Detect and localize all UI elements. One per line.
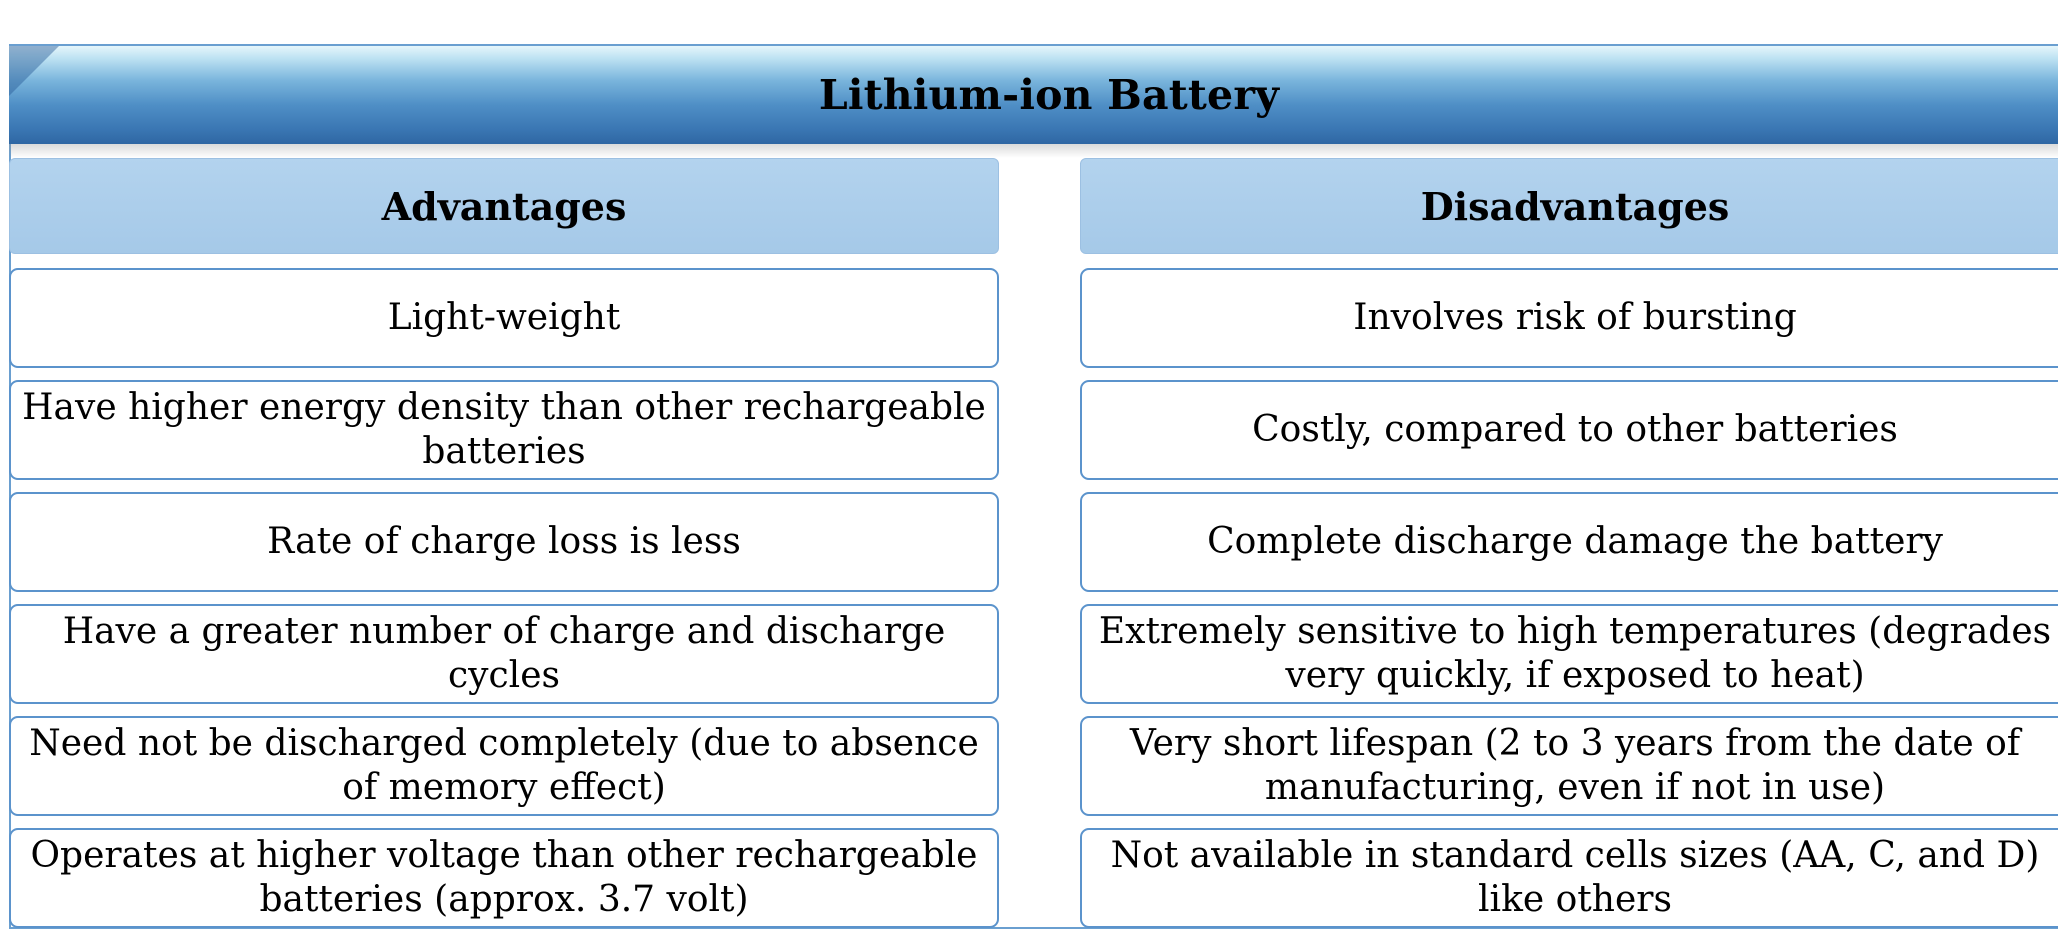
advantage-item: Rate of charge loss is less (9, 492, 999, 592)
advantage-item: Light-weight (9, 268, 999, 368)
disadvantage-item: Involves risk of bursting (1080, 268, 2058, 368)
disadvantages-header: Disadvantages (1080, 158, 2058, 254)
page-title: Lithium-ion Battery (818, 71, 1280, 119)
advantage-item: Need not be discharged completely (due to absence of memory effect) (9, 716, 999, 816)
advantages-header: Advantages (9, 158, 999, 254)
advantage-item: Have a greater number of charge and discharge cycles (9, 604, 999, 704)
disadvantages-column (1080, 158, 2058, 920)
advantage-item: Operates at higher voltage than other rechargeable batteries (approx. 3.7 volt) (9, 828, 999, 928)
disadvantage-item: Extremely sensitive to high temperatures (degrades very quickly, if exposed to heat) (1080, 604, 2058, 704)
advantage-item: Have higher energy density than other rechargeable batteries (9, 380, 999, 480)
disadvantage-item: Very short lifespan (2 to 3 years from the date of manufacturing, even if not in use) (1080, 716, 2058, 816)
disadvantage-item: Complete discharge damage the battery (1080, 492, 2058, 592)
disadvantage-item: Not available in standard cells sizes (AA, C, and D) like others (1080, 828, 2058, 928)
disadvantage-item: Costly, compared to other batteries (1080, 380, 2058, 480)
advantages-column (9, 158, 999, 920)
title-shadow (9, 144, 2058, 158)
title-banner (9, 44, 2058, 144)
